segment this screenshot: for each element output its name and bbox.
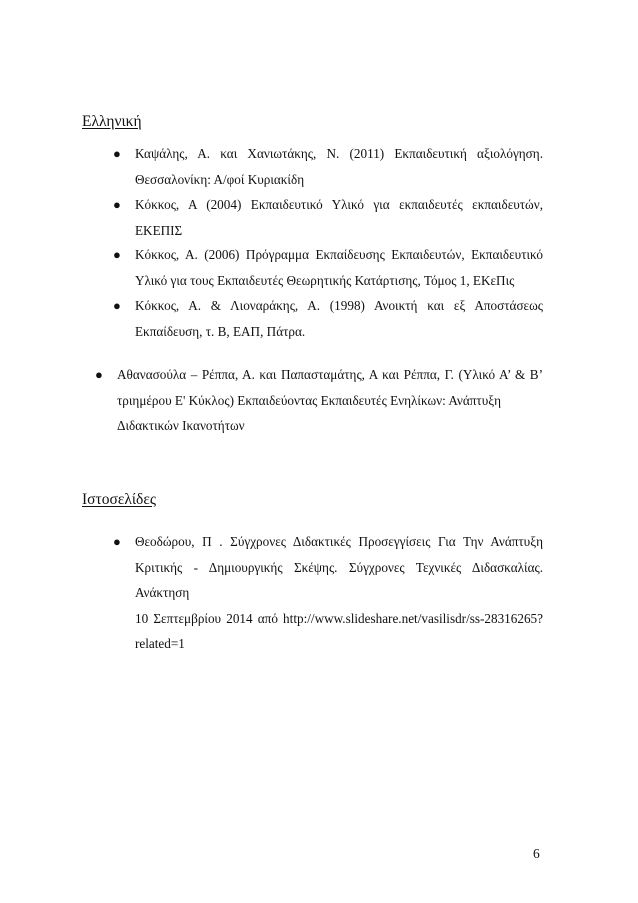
reference-item [113,529,543,657]
reference-line: 10 Σεπτεμβρίου 2014 από http://www.slideshare.net/vasilisdr/ss-28316265? [135,610,543,626]
reference-item [113,192,543,243]
reference-item [113,293,543,344]
bullet-icon: ● [113,247,121,262]
section-heading-websites: Ιστοσελίδες [82,491,156,508]
reference-line: τριημέρου Ε' Κύκλος) Εκπαιδεύοντας Εκπαιδευτές Ενηλίκων: Ανάπτυξη [117,392,502,408]
reference-line: Καψάλης, Α. και Χανιωτάκης, Ν. (2011) Εκπαιδευτική αξιολόγηση. [135,146,543,161]
bullet-icon: ● [113,298,121,313]
reference-line: Κόκκος, Α. & Λιοναράκης, Α. (1998) Ανοικτή και εξ Αποστάσεως [135,298,543,313]
page-number: 6 [533,846,540,861]
reference-line: Κριτικής - Δημιουργικής Σκέψης. Σύγχρονες Τεχνικές Διδασκαλίας. Ανάκτηση [135,559,543,600]
reference-line: Θεοδώρου, Π . Σύγχρονες Διδακτικές Προσεγγίσεις Για Την Ανάπτυξη [135,534,543,549]
reference-item [113,141,543,192]
bullet-icon: ● [113,197,121,212]
reference-line: Θεσσαλονίκη: Α/φοί Κυριακίδη [135,171,305,187]
bullet-icon: ● [113,534,121,549]
bullet-icon: ● [113,146,121,161]
reference-line: Κόκκος, Α. (2006) Πρόγραμμα Εκπαίδευσης Εκπαιδευτών, Εκπαιδευτικό [135,247,543,262]
reference-line: ΕΚΕΠΙΣ [135,222,183,238]
reference-line: Αθανασούλα – Ρέππα, Α. και Παπασταμάτης, Α και Ρέππα, Γ. (Υλικό Α’ & Β’ [117,367,543,382]
reference-line: Υλικό για τους Εκπαιδευτές Θεωρητικής Κατάρτισης, Τόμος 1, ΕΚεΠις [135,272,515,288]
reference-line: Εκπαίδευση, τ. Β, ΕΑΠ, Πάτρα. [135,323,306,339]
section-heading-greek: Ελληνική [82,113,142,130]
reference-line: Διδακτικών Ικανοτήτων [117,418,245,433]
bullet-icon: ● [95,367,103,382]
reference-item [95,362,543,439]
reference-line: Κόκκος, Α (2004) Εκπαιδευτικό Υλικό για εκπαιδευτές εκπαιδευτών, [135,197,543,212]
reference-item [113,242,543,293]
reference-line: related=1 [135,636,185,651]
